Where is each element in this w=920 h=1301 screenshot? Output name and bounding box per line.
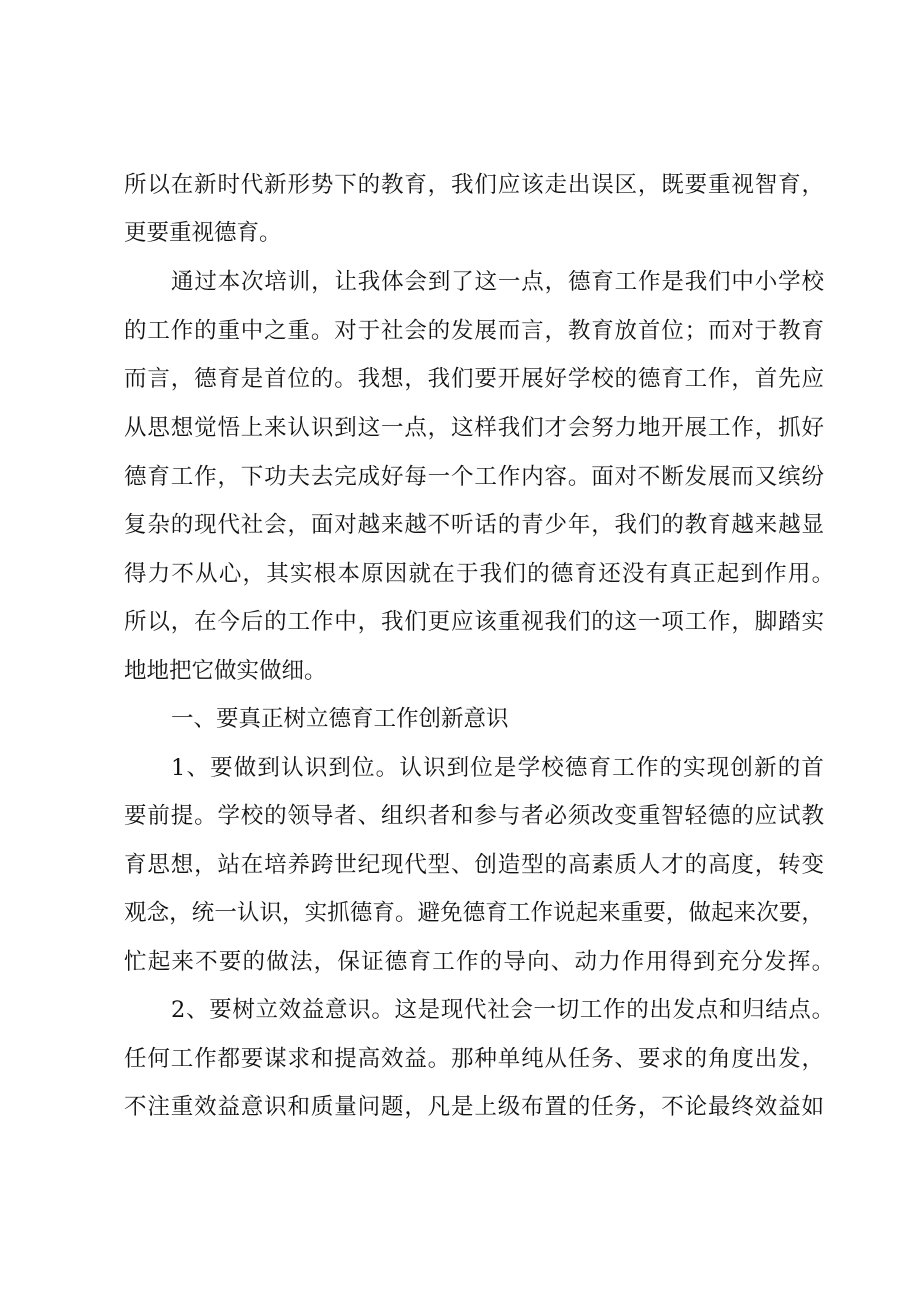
paragraph-start-line: 2、要树立效益意识。这是现代社会一切工作的出发点和归结点。: [171, 997, 835, 1023]
section-heading: 一、要真正树立德育工作创新意识: [171, 706, 509, 732]
paragraph-start-line: 1、要做到认识到位。认识到位是学校德育工作的实现创新的首: [171, 755, 826, 781]
text-line: 要前提。学校的领导者、组织者和参与者必须改变重智轻德的应试教: [124, 803, 825, 829]
paragraph-start-line: 通过本次培训，让我体会到了这一点，德育工作是我们中小学校: [171, 269, 825, 295]
text-line: 德育工作，下功夫去完成好每一个工作内容。面对不断发展而又缤纷: [124, 464, 825, 490]
text-line: 更要重视德育。: [124, 220, 282, 246]
text-line: 观念，统一认识，实抓德育。避免德育工作说起来重要，做起来次要，: [124, 900, 824, 926]
text-line: 所以，在今后的工作中，我们更应该重视我们的这一项工作，脚踏实: [124, 609, 825, 635]
text-line: 任何工作都要谋求和提高效益。那种单纯从任务、要求的角度出发，: [124, 1046, 825, 1072]
text-line: 忙起来不要的做法，保证德育工作的导向、动力作用得到充分发挥。: [124, 949, 836, 975]
text-line: 不注重效益意识和质量问题，凡是上级布置的任务，不论最终效益如: [124, 1094, 825, 1120]
text-line: 而言，德育是首位的。我想，我们要开展好学校的德育工作，首先应: [124, 366, 825, 392]
text-line: 复杂的现代社会，面对越来越不听话的青少年，我们的教育越来越显: [124, 512, 825, 538]
text-line: 地地把它做实做细。: [124, 658, 327, 684]
text-line: 从思想觉悟上来认识到这一点，这样我们才会努力地开展工作，抓好: [124, 415, 825, 441]
text-line: 所以在新时代新形势下的教育，我们应该走出误区，既要重视智育，: [124, 172, 825, 198]
text-line: 得力不从心，其实根本原因就在于我们的德育还没有真正起到作用。: [124, 561, 836, 587]
text-line: 的工作的重中之重。对于社会的发展而言，教育放首位；而对于教育: [124, 318, 825, 344]
text-line: 育思想，站在培养跨世纪现代型、创造型的高素质人才的高度，转变: [124, 852, 825, 878]
